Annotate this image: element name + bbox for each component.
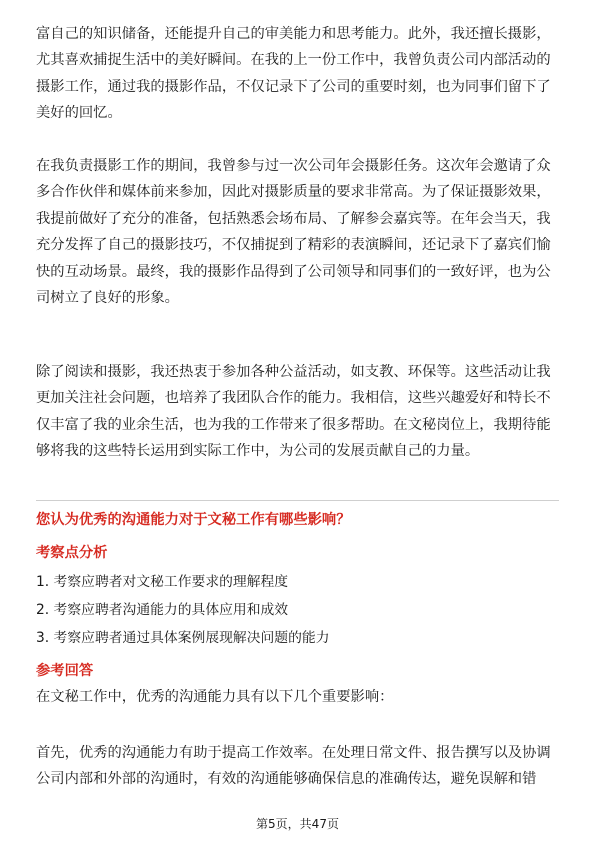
analysis-heading: 考察点分析 [36,545,108,561]
paragraph-line: 更加关注社会问题，也培养了我团队合作的能力。我相信，这些兴趣爱好和特长不 [36,390,551,407]
paragraph-photography-experience [36,153,559,311]
paragraph-line: 快的互动场景。最终，我的摄影作品得到了公司领导和同事们的一致好评，也为公 [36,263,551,280]
analysis-item: 3. 考察应聘者通过具体案例展现解决问题的能力 [36,630,330,646]
paragraph-line: 够将我的这些特长运用到实际工作中，为公司的发展贡献自己的力量。 [36,443,480,460]
paragraph-line: 尤其喜欢捕捉生活中的美好瞬间。在我的上一份工作中，我曾负责公司内部活动的 [36,52,551,69]
analysis-item: 1. 考察应聘者对文秘工作要求的理解程度 [36,574,289,590]
analysis-item: 2. 考察应聘者沟通能力的具体应用和成效 [36,602,289,618]
answer-line: 首先，优秀的沟通能力有助于提高工作效率。在处理日常文件、报告撰写以及协调 [36,745,551,761]
paragraph-line: 司树立了良好的形象。 [36,289,179,306]
paragraph-line: 在我负责摄影工作的期间，我曾参与过一次公司年会摄影任务。这次年会邀请了众 [36,158,551,174]
section-divider [36,500,559,501]
paragraph-hobbies-reading [36,21,559,127]
answer-heading: 参考回答 [36,663,94,679]
answer-intro: 在文秘工作中，优秀的沟通能力具有以下几个重要影响： [36,689,394,705]
paragraph-line: 富自己的知识储备，还能提升自己的审美能力和思考能力。此外，我还擅长摄影， [36,26,551,42]
paragraph-line: 多合作伙伴和媒体前来参加，因此对摄影质量的要求非常高。为了保证摄影效果， [36,184,551,201]
paragraph-line: 仅丰富了我的业余生活，也为我的工作带来了很多帮助。在文秘岗位上，我期待能 [36,416,551,433]
question-title: 您认为优秀的沟通能力对于文秘工作有哪些影响？ [36,512,351,528]
paragraph-line: 美好的回忆。 [36,105,122,122]
paragraph-public-welfare [36,359,559,465]
paragraph-line: 除了阅读和摄影，我还热衷于参加各种公益活动，如支教、环保等。这些活动让我 [36,364,551,380]
answer-line: 公司内部和外部的沟通时，有效的沟通能够确保信息的准确传达，避免误解和错 [36,771,537,787]
paragraph-line: 充分发挥了自己的摄影技巧，不仅捕捉到了精彩的表演瞬间，还记录下了嘉宾们愉 [36,237,551,254]
paragraph-line: 我提前做好了充分的准备，包括熟悉会场布局、了解参会嘉宾等。在年会当天，我 [36,210,551,227]
page-number-footer: 第5页，共47页 [256,817,339,831]
paragraph-line: 摄影工作，通过我的摄影作品，不仅记录下了公司的重要时刻，也为同事们留下了 [36,78,551,95]
